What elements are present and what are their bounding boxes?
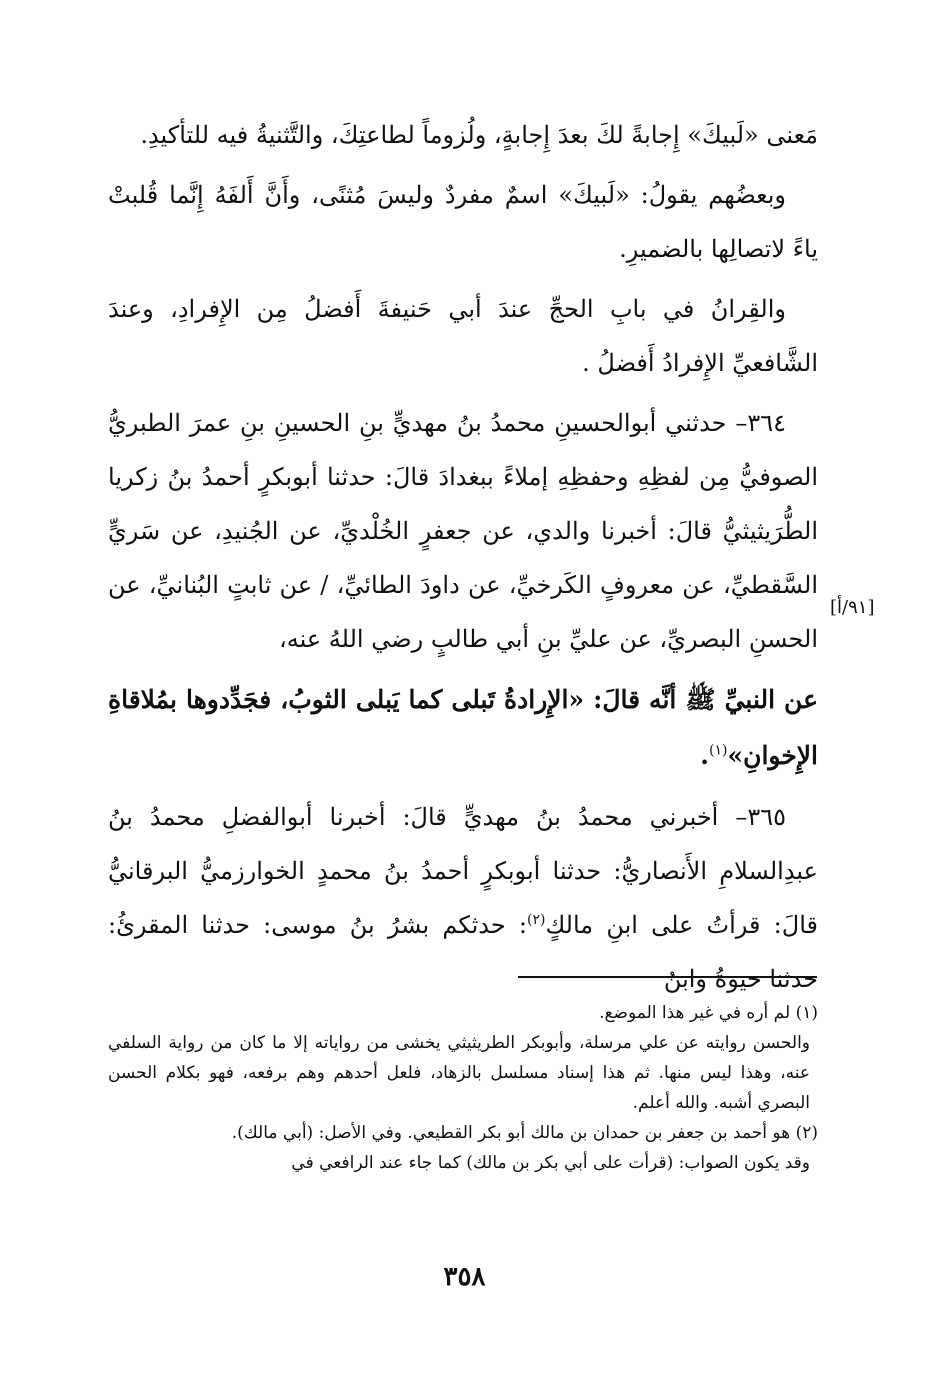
paragraph-labbayk-singular: وبعضُهم يقولُ: «لَبيكَ» اسمٌ مفردٌ وليسَ مُثنًى، وأَنَّ أَلفَهُ إِنَّما قُلبتْ ياءً لاتصالِها بالضميرِ. — [108, 181, 818, 263]
hadith-364-text: عن النبيِّ ﷺ أنَّه قالَ: «الإِرادةُ تَبلى كما يَبلى الثوبُ، فجَدِّدوها بمُلاقاةِ الإِخوانِ» — [108, 685, 818, 770]
paragraph-labbayk-meaning: مَعنى «لَبيكَ» إِجابةً لكَ بعدَ إِجابةٍ، ولُزوماً لطاعتِكَ، والتَّثنيةُ فيه للتأكيدِ. — [140, 121, 818, 149]
footnote-ref-1[interactable]: (١) — [709, 742, 728, 759]
hadith-364-matn — [108, 672, 818, 784]
page-number: ٣٥٨ — [443, 1262, 486, 1292]
footnote-1-continuation: والحسن روايته عن علي مرسلة، وأبوبكر الطريثيثي يخشى من رواياته إلا ما كان من رواية السلفي عنه، وهذا ليس منها. ثم هذا إسناد مسلسل بالزهاد، فلعل أحدهم وهم برفعه، فهو بكلام الحسن البصري أشبه. والله أعلم. — [108, 1033, 810, 1113]
hadith-365-text-b: : حدثكم بشرُ بنُ موسى: حدثنا المقرئُ: حدثنا حيوةُ وابنُ — [108, 911, 818, 993]
footnote-separator — [518, 976, 817, 978]
main-text — [108, 108, 818, 1012]
hadith-365-isnad — [108, 790, 818, 1006]
footnotes — [108, 998, 818, 1178]
footnote-2: (٢) هو أحمد بن جعفر بن حمدان بن مالك أبو بكر القطيعي. وفي الأصل: (أبي مالك). — [231, 1123, 818, 1143]
footnote-1: (١) لم أره في غير هذا الموضع. — [599, 1003, 818, 1023]
hadith-364-isnad: ٣٦٤– حدثني أبوالحسينِ محمدُ بنُ مهديٍّ بنِ الحسينِ بنِ عمرَ الطبريُّ الصوفيُّ مِن لفظِهِ وحفظِهِ إملاءً ببغدادَ قالَ: حدثنا أبوبكرٍ أحمدُ بنُ زكريا الطُّرَيثيثيُّ قالَ: أخبرنا والدي، عن جعفرٍ الخُلْديِّ، عن الجُنيدِ، عن سَريٍّ السَّقطيِّ، عن معروفٍ الكَرخيِّ، عن داودَ الطائيِّ، / عن ثابتٍ البُنانيِّ، عن الحسنِ البصريِّ، عن عليِّ بنِ أبي طالبٍ رضي اللهُ عنه، — [108, 409, 818, 653]
footnote-ref-2[interactable]: (٢) — [526, 912, 546, 928]
hadith-364-end: . — [700, 741, 710, 770]
manuscript-folio-marker: [٩١/أ] — [830, 597, 875, 618]
hadith-365-text-a: ٣٦٥– أخبرني محمدُ بنُ مهديٍّ قالَ: أخبرنا أبوالفضلِ محمدُ بنُ عبدِالسلامِ الأَنصاريُّ: حدثنا أبوبكرٍ أحمدُ بنُ محمدٍ الخوارزميُّ البرقانيُّ قالَ: قرأتُ على ابنِ مالكٍ — [108, 803, 818, 939]
paragraph-qiran: والقِرانُ في بابِ الحجِّ عندَ أبي حَنيفةَ أَفضلُ مِن الإِفرادِ، وعندَ الشَّافعيِّ الإِفرادُ أَفضلُ . — [108, 295, 818, 377]
footnote-2-continuation: وقد يكون الصواب: (قرأت على أبي بكر بن مالك) كما جاء عند الرافعي في — [291, 1153, 810, 1173]
